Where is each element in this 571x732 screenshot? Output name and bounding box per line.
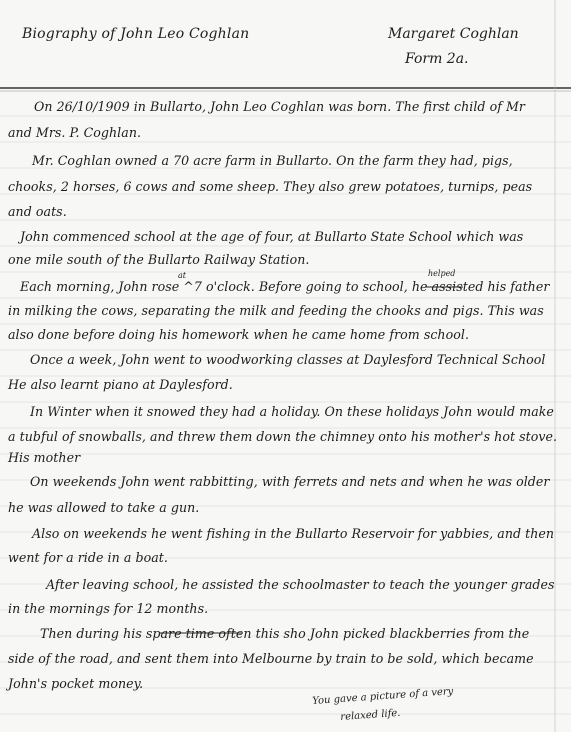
body-line: and Mrs. P. Coghlan. bbox=[8, 125, 142, 140]
body-line: chooks, 2 horses, 6 cows and some sheep. They also grew potatoes, turnips, peas bbox=[8, 179, 533, 194]
body-line: and oats. bbox=[8, 204, 67, 219]
body-line: Then during his spare time often this sho John picked blackberries from the bbox=[40, 626, 530, 641]
body-line: His mother bbox=[8, 450, 81, 465]
author-name: Margaret Coghlan bbox=[388, 26, 519, 42]
body-line: In Winter when it snowed they had a holiday. On these holidays John would make bbox=[30, 404, 554, 419]
body-line: John's pocket money. bbox=[8, 676, 144, 691]
body-line: John commenced school at the age of four, at Bullarto State School which was bbox=[20, 229, 524, 244]
body-line: Once a week, John went to woodworking classes at Daylesford Technical School bbox=[30, 352, 546, 367]
body-line: On weekends John went rabbitting, with ferrets and nets and when he was older bbox=[30, 474, 550, 489]
body-line: a tubful of snowballs, and threw them down the chimney onto his mother's hot stove. bbox=[8, 429, 558, 444]
body-line: side of the road, and sent them into Melbourne by train to be sold, which became bbox=[8, 651, 534, 666]
body-line: Each morning, John rose ^7 o'clock. Before going to school, he assisted his father bbox=[20, 279, 550, 294]
insertion-helped: helped bbox=[428, 269, 456, 278]
body-line: Mr. Coghlan owned a 70 acre farm in Bullarto. On the farm they had, pigs, bbox=[32, 153, 513, 168]
document-title: Biography of John Leo Coghlan bbox=[22, 26, 250, 42]
body-line: in the mornings for 12 months. bbox=[8, 601, 209, 616]
teacher-comment-line1: You gave a picture of a very bbox=[312, 686, 454, 707]
teacher-comment-line2: relaxed life. bbox=[340, 707, 401, 723]
insertion-at: at bbox=[178, 271, 186, 280]
body-line: He also learnt piano at Daylesford. bbox=[8, 377, 233, 392]
body-line: Also on weekends he went fishing in the Bullarto Reservoir for yabbies, and then bbox=[32, 526, 555, 541]
body-line: he was allowed to take a gun. bbox=[8, 500, 200, 515]
body-line: After leaving school, he assisted the schoolmaster to teach the younger grades bbox=[46, 577, 555, 592]
body-line: went for a ride in a boat. bbox=[8, 550, 168, 565]
body-line: On 26/10/1909 in Bullarto, John Leo Coghlan was born. The first child of Mr bbox=[34, 99, 526, 114]
body-line: in milking the cows, separating the milk and feeding the chooks and pigs. This was bbox=[8, 303, 544, 318]
body-line: one mile south of the Bullarto Railway Station. bbox=[8, 252, 310, 267]
body-line: also done before doing his homework when he came home from school. bbox=[8, 327, 469, 342]
form-label: Form 2a. bbox=[405, 51, 469, 67]
